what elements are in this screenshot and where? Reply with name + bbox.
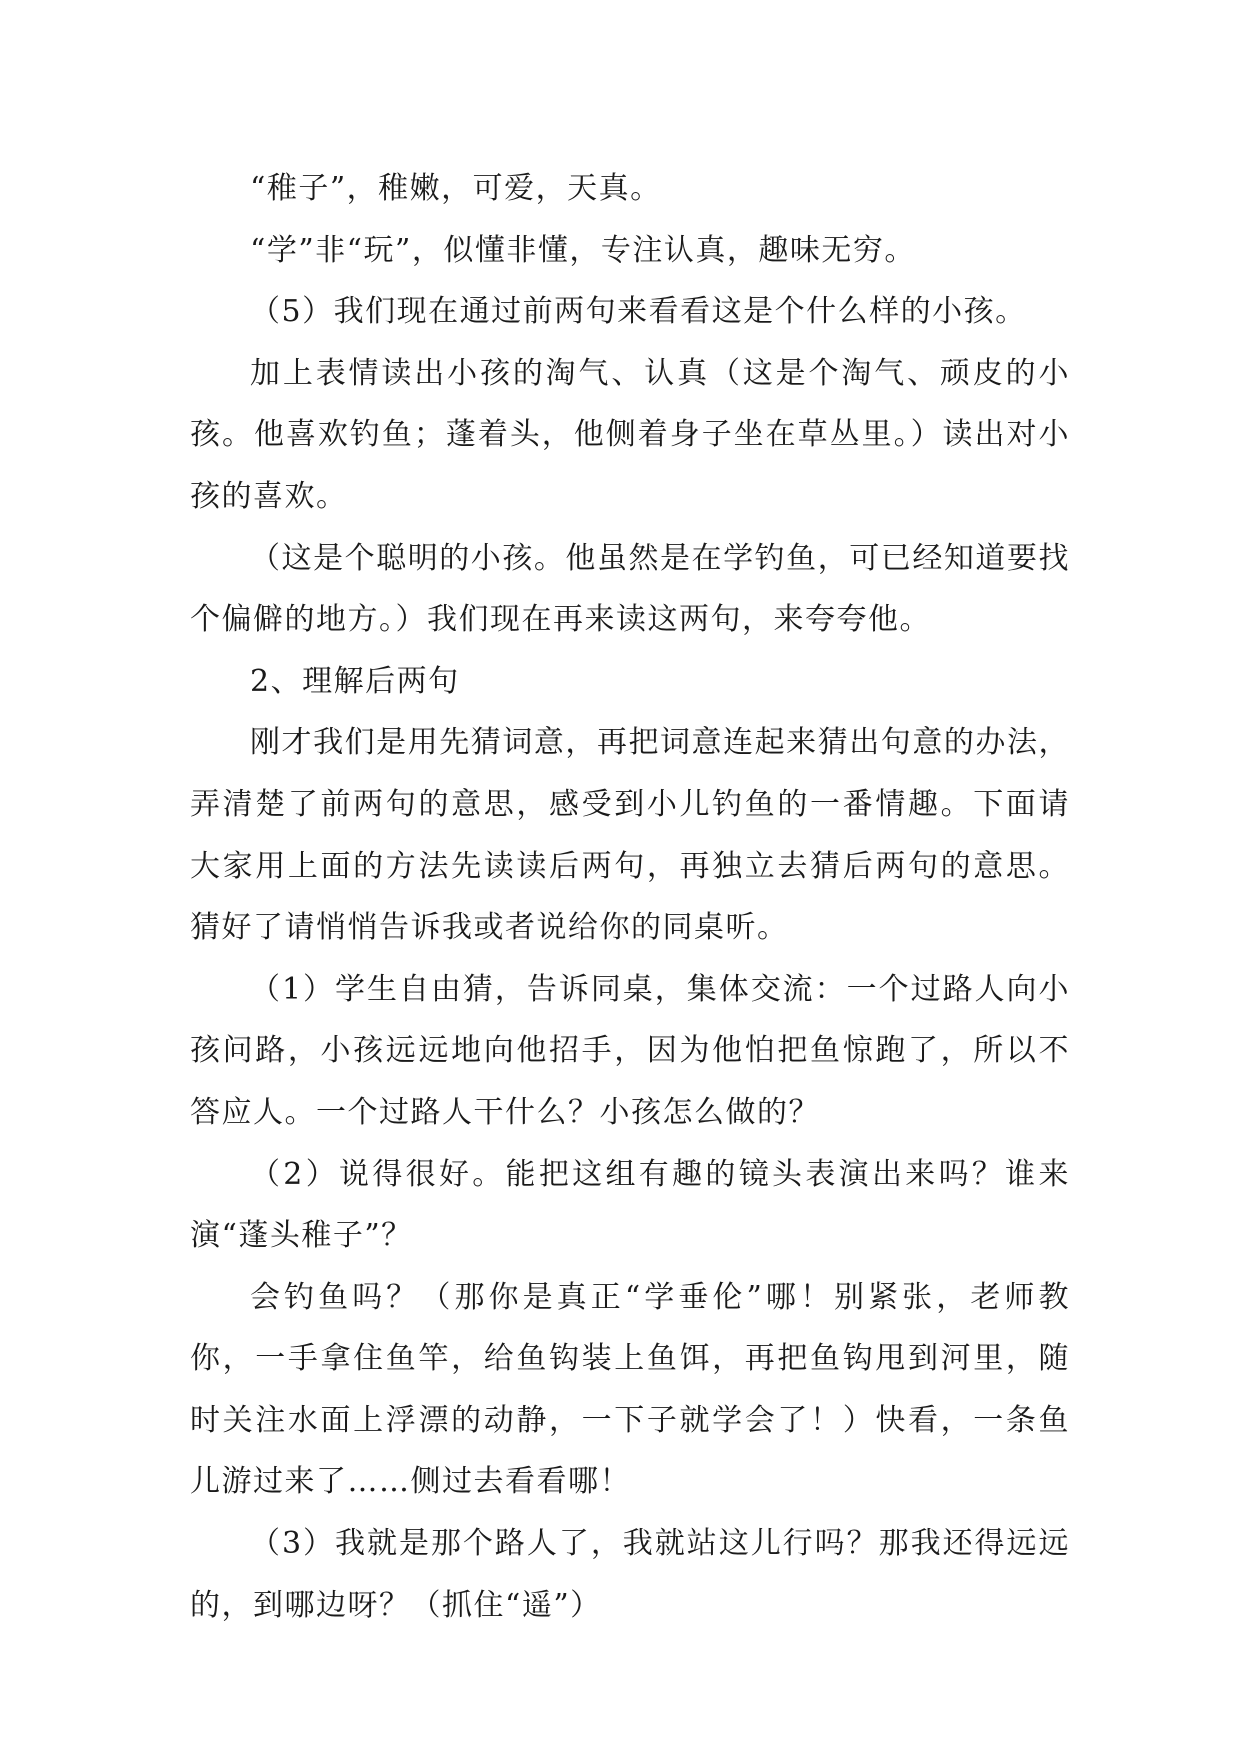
document-body — [190, 158, 1070, 1636]
paragraph-xue-fei-wan: “学”非“玩”，似懂非懂，专注认真，趣味无穷。 — [250, 232, 916, 268]
paragraph-step-3: （3）我就是那个路人了，我就站这儿行吗？那我还得远远的，到哪边呀？（抓住“遥”） — [190, 1526, 1070, 1623]
paragraph-clever-child: （这是个聪明的小孩。他虽然是在学钓鱼，可已经知道要找个偏僻的地方。）我们现在再来读这两句，来夸夸他。 — [190, 540, 1070, 638]
section-heading-2: 2、理解后两句 — [250, 663, 460, 699]
paragraph-step-5: （5）我们现在通过前两句来看看这是个什么样的小孩。 — [250, 294, 1027, 330]
paragraph-fishing: 会钓鱼吗？（那你是真正“学垂伦”哪！别紧张，老师教你，一手拿住鱼竿，给鱼钩装上鱼饵，再把鱼钩甩到河里，随时关注水面上浮漂的动静，一下子就学会了！）快看，一条鱼儿游过来了……侧过去看看哪！ — [190, 1279, 1070, 1500]
paragraph-step-1: （1）学生自由猜，告诉同桌，集体交流：一个过路人向小孩问路，小孩远远地向他招手，因为他怕把鱼惊跑了，所以不答应人。一个过路人干什么？小孩怎么做的？ — [190, 971, 1070, 1130]
paragraph-method: 刚才我们是用先猜词意，再把词意连起来猜出句意的办法，弄清楚了前两句的意思，感受到小儿钓鱼的一番情趣。下面请大家用上面的方法先读读后两句，再独立去猜后两句的意思。猜好了请悄悄告诉我或者说给你的同桌听。 — [190, 725, 1070, 946]
paragraph-read-with-expression: 加上表情读出小孩的淘气、认真（这是个淘气、顽皮的小孩。他喜欢钓鱼；蓬着头，他侧着身子坐在草丛里。）读出对小孩的喜欢。 — [190, 355, 1070, 514]
paragraph-step-2: （2）说得很好。能把这组有趣的镜头表演出来吗？谁来演“蓬头稚子”？ — [190, 1156, 1070, 1254]
paragraph-zhizi: “稚子”，稚嫩，可爱，天真。 — [250, 171, 662, 206]
